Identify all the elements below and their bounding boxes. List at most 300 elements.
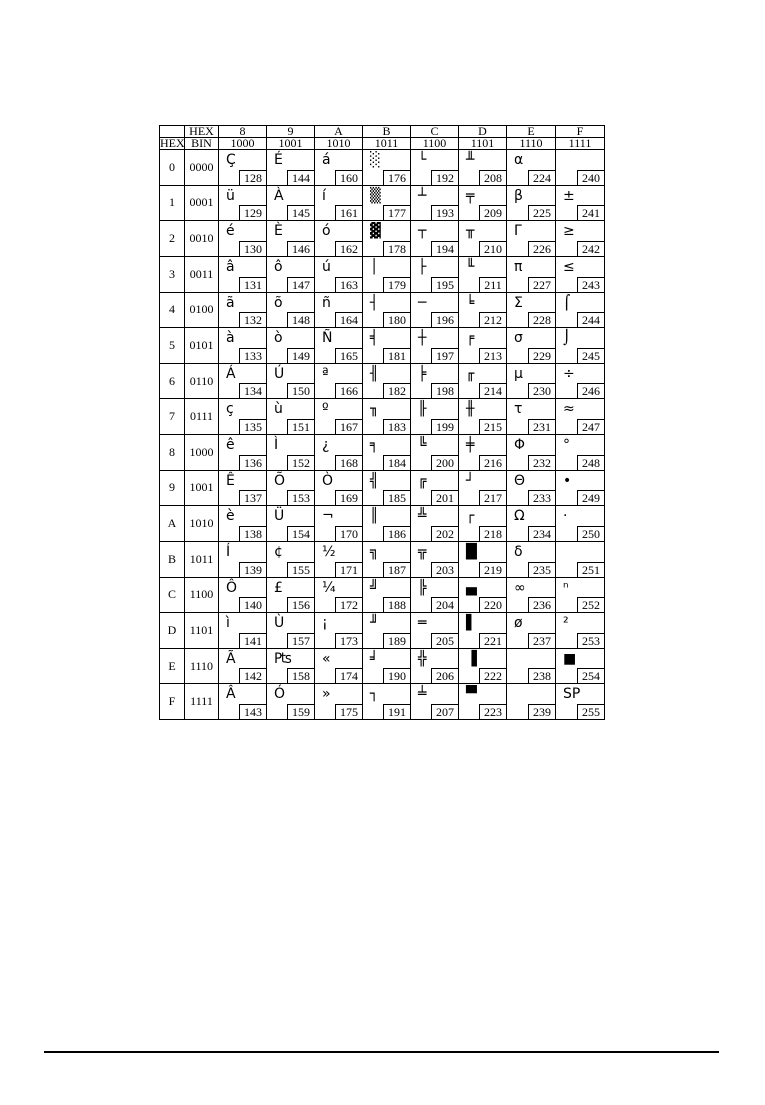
char-cell xyxy=(411,506,459,542)
char-cell xyxy=(315,221,363,257)
char-code-box: 129 xyxy=(239,205,266,220)
char-code-box: 188 xyxy=(383,597,410,612)
row-hex-label: F xyxy=(160,684,185,720)
char-cell xyxy=(363,150,411,186)
char-glyph: └ xyxy=(418,152,427,168)
char-glyph: ╬ xyxy=(418,650,427,667)
char-code-box: 167 xyxy=(335,419,362,434)
char-cell xyxy=(411,684,459,720)
char-code-box: 162 xyxy=(335,241,362,256)
char-code-box: 140 xyxy=(239,597,266,612)
char-cell xyxy=(459,684,507,720)
char-glyph: À xyxy=(274,187,284,204)
char-code-box: 243 xyxy=(577,277,604,292)
char-glyph: Ã xyxy=(226,650,236,667)
char-code-box: 169 xyxy=(335,490,362,505)
row-bin-label: 1110 xyxy=(185,648,219,684)
char-glyph: Γ xyxy=(514,223,522,240)
char-glyph: ╣ xyxy=(370,472,379,489)
char-glyph: ñ xyxy=(322,294,331,311)
char-cell xyxy=(267,221,315,257)
char-code-box: 238 xyxy=(528,668,555,683)
char-glyph: ⌠ xyxy=(563,294,571,311)
char-glyph: │ xyxy=(370,258,379,275)
char-code-box: 177 xyxy=(383,205,410,220)
char-code-box: 194 xyxy=(431,241,458,256)
char-cell xyxy=(411,292,459,328)
char-glyph: º xyxy=(322,401,329,418)
char-glyph: È xyxy=(274,223,283,240)
char-glyph: Ê xyxy=(226,472,235,489)
char-cell xyxy=(459,185,507,221)
row-hex-label: 2 xyxy=(160,221,185,257)
char-code-box: 239 xyxy=(528,704,555,719)
char-glyph: ¡ xyxy=(322,615,328,632)
char-cell xyxy=(411,150,459,186)
char-glyph: ┬ xyxy=(418,223,427,240)
char-code-box: 178 xyxy=(383,241,410,256)
char-glyph: ² xyxy=(563,615,569,632)
char-glyph: · xyxy=(563,508,568,525)
char-code-box: 255 xyxy=(577,704,604,719)
char-cell xyxy=(363,648,411,684)
char-glyph: » xyxy=(322,686,331,703)
char-code-box: 222 xyxy=(479,668,506,683)
char-glyph: ╙ xyxy=(466,258,475,275)
char-glyph: Ì xyxy=(274,437,279,453)
char-cell xyxy=(459,363,507,399)
char-glyph: ò xyxy=(274,330,283,347)
char-glyph: ⁿ xyxy=(563,579,569,596)
char-cell xyxy=(363,684,411,720)
char-cell xyxy=(411,185,459,221)
char-glyph: ┐ xyxy=(370,686,379,703)
row-hex-label: 6 xyxy=(160,363,185,399)
char-glyph: ü xyxy=(226,187,235,204)
char-glyph: ª xyxy=(322,365,329,382)
char-glyph: ░ xyxy=(370,152,381,168)
char-glyph: ╓ xyxy=(466,365,475,382)
table-row xyxy=(160,684,605,720)
char-code-box: 165 xyxy=(335,348,362,363)
row-bin-label: 1011 xyxy=(185,541,219,577)
char-code-box: 148 xyxy=(287,312,314,327)
char-code-box: 201 xyxy=(431,490,458,505)
char-glyph: Ñ xyxy=(322,330,333,347)
char-glyph: í xyxy=(322,187,326,204)
char-code-box: 232 xyxy=(528,455,555,470)
char-code-box: 155 xyxy=(287,562,314,577)
char-cell xyxy=(315,150,363,186)
char-code-box: 133 xyxy=(239,348,266,363)
char-glyph: ║ xyxy=(370,508,379,525)
table-row xyxy=(160,435,605,471)
char-cell xyxy=(459,150,507,186)
column-bin-8: 1000 xyxy=(219,138,267,150)
char-cell xyxy=(411,648,459,684)
row-hex-label: 5 xyxy=(160,328,185,364)
char-cell xyxy=(507,221,556,257)
char-glyph: ╔ xyxy=(418,472,427,489)
char-cell xyxy=(459,648,507,684)
table-row xyxy=(160,577,605,613)
char-glyph: Ù xyxy=(274,615,285,632)
row-bin-label: 1000 xyxy=(185,435,219,471)
char-code-box: 200 xyxy=(431,455,458,470)
char-cell xyxy=(411,577,459,613)
char-cell xyxy=(411,470,459,506)
char-glyph: ù xyxy=(274,401,283,418)
char-code-box: 206 xyxy=(431,668,458,683)
char-code-box: 208 xyxy=(479,170,506,185)
char-glyph: ┌ xyxy=(466,508,475,525)
char-glyph: ┴ xyxy=(418,187,427,204)
char-code-box: 175 xyxy=(335,704,362,719)
char-code-box: 234 xyxy=(528,526,555,541)
char-glyph: Õ xyxy=(274,472,286,489)
char-code-box: 192 xyxy=(431,170,458,185)
char-cell xyxy=(556,328,605,364)
row-bin-label: 0001 xyxy=(185,185,219,221)
char-glyph: á xyxy=(322,152,331,168)
char-glyph: ≥ xyxy=(563,223,575,240)
char-cell xyxy=(363,256,411,292)
char-cell xyxy=(267,435,315,471)
footer-rule xyxy=(44,1051,719,1053)
char-code-box: 223 xyxy=(479,704,506,719)
char-code-box: 226 xyxy=(528,241,555,256)
char-code-box: 157 xyxy=(287,633,314,648)
char-code-box: 252 xyxy=(577,597,604,612)
char-glyph: ╖ xyxy=(370,401,379,418)
char-glyph: ╤ xyxy=(466,187,475,204)
char-cell xyxy=(363,328,411,364)
char-code-box: 220 xyxy=(479,597,506,612)
column-bin-9: 1001 xyxy=(267,138,315,150)
char-cell xyxy=(556,435,605,471)
char-glyph: ╢ xyxy=(370,365,379,382)
column-hex-e: E xyxy=(507,126,556,138)
char-code-box: 184 xyxy=(383,455,410,470)
char-cell xyxy=(267,577,315,613)
char-code-box: 219 xyxy=(479,562,506,577)
char-code-box: 143 xyxy=(239,704,266,719)
char-cell xyxy=(315,506,363,542)
char-code-box: 205 xyxy=(431,633,458,648)
char-glyph: à xyxy=(226,330,235,347)
char-code-box: 207 xyxy=(431,704,458,719)
char-glyph: ▌ xyxy=(466,615,477,632)
char-cell xyxy=(267,363,315,399)
char-cell xyxy=(315,256,363,292)
char-cell xyxy=(411,399,459,435)
row-hex-label: 1 xyxy=(160,185,185,221)
char-code-box: 131 xyxy=(239,277,266,292)
char-code-box: 196 xyxy=(431,312,458,327)
char-cell xyxy=(411,328,459,364)
char-code-box: 182 xyxy=(383,383,410,398)
column-bin-d: 1101 xyxy=(459,138,507,150)
char-cell xyxy=(507,435,556,471)
char-cell xyxy=(507,150,556,186)
char-cell xyxy=(556,648,605,684)
char-code-box: 231 xyxy=(528,419,555,434)
char-cell xyxy=(556,363,605,399)
char-cell xyxy=(315,470,363,506)
char-code-box: 136 xyxy=(239,455,266,470)
char-code-box: 197 xyxy=(431,348,458,363)
char-glyph: Ü xyxy=(274,508,285,525)
table-row xyxy=(160,648,605,684)
char-code-box: 235 xyxy=(528,562,555,577)
char-cell xyxy=(363,577,411,613)
char-cell xyxy=(507,684,556,720)
column-hex-b: B xyxy=(363,126,411,138)
char-glyph: ì xyxy=(226,615,230,632)
char-code-box: 221 xyxy=(479,633,506,648)
char-cell xyxy=(315,363,363,399)
column-hex-f: F xyxy=(556,126,605,138)
char-code-box: 215 xyxy=(479,419,506,434)
char-code-box: 224 xyxy=(528,170,555,185)
char-glyph: ├ xyxy=(418,258,427,275)
table-row xyxy=(160,292,605,328)
char-code-box: 212 xyxy=(479,312,506,327)
char-glyph: Ω xyxy=(514,508,525,525)
char-cell xyxy=(507,648,556,684)
char-code-box: 141 xyxy=(239,633,266,648)
char-glyph: ¼ xyxy=(322,579,336,596)
char-cell xyxy=(363,613,411,649)
char-code-box: 185 xyxy=(383,490,410,505)
char-glyph: ø xyxy=(514,615,523,632)
column-hex-9: 9 xyxy=(267,126,315,138)
char-cell xyxy=(315,648,363,684)
char-code-box: 249 xyxy=(577,490,604,505)
char-glyph: █ xyxy=(466,543,477,560)
char-code-box: 191 xyxy=(383,704,410,719)
char-cell xyxy=(267,328,315,364)
char-glyph: Â xyxy=(226,686,236,703)
char-cell xyxy=(556,399,605,435)
char-code-box: 172 xyxy=(335,597,362,612)
char-code-box: 190 xyxy=(383,668,410,683)
char-cell xyxy=(267,150,315,186)
char-glyph: ▄ xyxy=(466,579,477,596)
char-code-box: 217 xyxy=(479,490,506,505)
table-row xyxy=(160,185,605,221)
char-code-box: 130 xyxy=(239,241,266,256)
char-cell xyxy=(459,613,507,649)
char-glyph: ¿ xyxy=(322,437,330,453)
char-cell xyxy=(459,577,507,613)
char-code-box: 195 xyxy=(431,277,458,292)
table-row xyxy=(160,256,605,292)
char-glyph: ╚ xyxy=(418,437,427,453)
char-code-box: 159 xyxy=(287,704,314,719)
char-cell xyxy=(219,684,267,720)
char-cell xyxy=(507,328,556,364)
char-cell xyxy=(219,221,267,257)
char-code-box: 147 xyxy=(287,277,314,292)
char-glyph: ╫ xyxy=(466,401,475,418)
column-bin-a: 1010 xyxy=(315,138,363,150)
char-code-box: 166 xyxy=(335,383,362,398)
char-code-box: 180 xyxy=(383,312,410,327)
char-cell xyxy=(267,185,315,221)
row-hex-label: 0 xyxy=(160,150,185,186)
char-cell xyxy=(363,470,411,506)
char-cell xyxy=(363,435,411,471)
column-hex-c: C xyxy=(411,126,459,138)
char-code-box: 145 xyxy=(287,205,314,220)
char-glyph: ê xyxy=(226,437,235,453)
column-hex-d: D xyxy=(459,126,507,138)
char-glyph: â xyxy=(226,258,235,275)
char-glyph: ç xyxy=(226,401,234,418)
char-cell xyxy=(556,613,605,649)
char-cell xyxy=(556,256,605,292)
char-cell xyxy=(315,328,363,364)
char-code-box: 199 xyxy=(431,419,458,434)
row-bin-label: 1101 xyxy=(185,613,219,649)
char-cell xyxy=(556,506,605,542)
char-cell xyxy=(459,221,507,257)
char-code-box: 149 xyxy=(287,348,314,363)
char-cell xyxy=(267,470,315,506)
char-glyph: π xyxy=(514,258,523,275)
char-code-box: 176 xyxy=(383,170,410,185)
char-cell xyxy=(411,541,459,577)
char-glyph: ╒ xyxy=(466,330,475,347)
char-glyph: ┤ xyxy=(370,294,379,311)
char-glyph: ∞ xyxy=(514,579,526,596)
row-bin-label: 0110 xyxy=(185,363,219,399)
char-code-box: 142 xyxy=(239,668,266,683)
char-code-box: 146 xyxy=(287,241,314,256)
char-code-box: 161 xyxy=(335,205,362,220)
row-bin-label: 1100 xyxy=(185,577,219,613)
char-code-box: 250 xyxy=(577,526,604,541)
char-code-box: 164 xyxy=(335,312,362,327)
char-glyph: ã xyxy=(226,294,235,311)
char-glyph: µ xyxy=(514,365,523,382)
char-cell xyxy=(507,577,556,613)
char-glyph: ó xyxy=(322,223,331,240)
char-code-box: 144 xyxy=(287,170,314,185)
char-glyph: ¬ xyxy=(322,508,334,525)
char-glyph: • xyxy=(563,472,572,489)
char-code-box: 193 xyxy=(431,205,458,220)
char-glyph: ▓ xyxy=(370,223,381,240)
char-glyph: ╘ xyxy=(466,294,475,311)
char-glyph: ═ xyxy=(418,615,427,632)
char-cell xyxy=(315,684,363,720)
char-code-box: 132 xyxy=(239,312,266,327)
char-code-box: 245 xyxy=(577,348,604,363)
row-bin-label: 0011 xyxy=(185,256,219,292)
char-glyph: σ xyxy=(514,330,523,347)
char-cell xyxy=(411,435,459,471)
char-code-box: 179 xyxy=(383,277,410,292)
char-glyph: ₧ xyxy=(274,650,292,667)
char-code-box: 139 xyxy=(239,562,266,577)
char-cell xyxy=(459,541,507,577)
row-bin-label: 1010 xyxy=(185,506,219,542)
char-cell xyxy=(219,185,267,221)
char-glyph: ± xyxy=(563,187,575,204)
char-glyph: ╥ xyxy=(466,223,475,240)
char-cell xyxy=(219,541,267,577)
char-cell xyxy=(219,292,267,328)
row-hex-label: 9 xyxy=(160,470,185,506)
char-code-box: 174 xyxy=(335,668,362,683)
char-cell xyxy=(219,470,267,506)
char-cell xyxy=(363,506,411,542)
char-code-box: 241 xyxy=(577,205,604,220)
row-hex-label: 8 xyxy=(160,435,185,471)
char-code-box: 230 xyxy=(528,383,555,398)
char-cell xyxy=(507,613,556,649)
char-glyph: é xyxy=(226,223,235,240)
char-cell xyxy=(267,292,315,328)
char-cell xyxy=(507,292,556,328)
char-code-box: 151 xyxy=(287,419,314,434)
char-cell xyxy=(219,577,267,613)
char-code-box: 137 xyxy=(239,490,266,505)
char-code-box: 204 xyxy=(431,597,458,612)
row-hex-label: B xyxy=(160,541,185,577)
char-glyph: ╕ xyxy=(370,437,379,453)
char-code-box: 150 xyxy=(287,383,314,398)
char-glyph: ╧ xyxy=(418,686,427,703)
char-glyph: ¢ xyxy=(274,543,283,560)
row-bin-label: 0010 xyxy=(185,221,219,257)
char-glyph: ╨ xyxy=(466,152,475,168)
char-cell xyxy=(556,150,605,186)
char-cell xyxy=(315,541,363,577)
char-glyph: É xyxy=(274,152,283,168)
char-cell xyxy=(267,541,315,577)
table-row xyxy=(160,363,605,399)
char-glyph: β xyxy=(514,187,523,204)
char-glyph: ╗ xyxy=(370,543,379,560)
char-cell xyxy=(219,648,267,684)
row-hex-label: 7 xyxy=(160,399,185,435)
row-bin-label: 0000 xyxy=(185,150,219,186)
char-cell xyxy=(363,399,411,435)
char-code-box: 173 xyxy=(335,633,362,648)
char-cell xyxy=(507,541,556,577)
char-glyph: ■ xyxy=(563,650,577,667)
row-hex-label: 3 xyxy=(160,256,185,292)
table-row xyxy=(160,399,605,435)
char-glyph: ≤ xyxy=(563,258,575,275)
char-cell xyxy=(556,577,605,613)
char-glyph: ▒ xyxy=(370,187,381,204)
char-code-box: 240 xyxy=(577,170,604,185)
char-cell xyxy=(556,221,605,257)
table-row xyxy=(160,150,605,186)
char-cell xyxy=(363,292,411,328)
char-code-box: 154 xyxy=(287,526,314,541)
char-cell xyxy=(411,221,459,257)
char-cell xyxy=(459,256,507,292)
table-row xyxy=(160,470,605,506)
char-glyph: ╝ xyxy=(370,579,379,596)
char-glyph: Σ xyxy=(514,294,523,311)
char-cell xyxy=(363,363,411,399)
